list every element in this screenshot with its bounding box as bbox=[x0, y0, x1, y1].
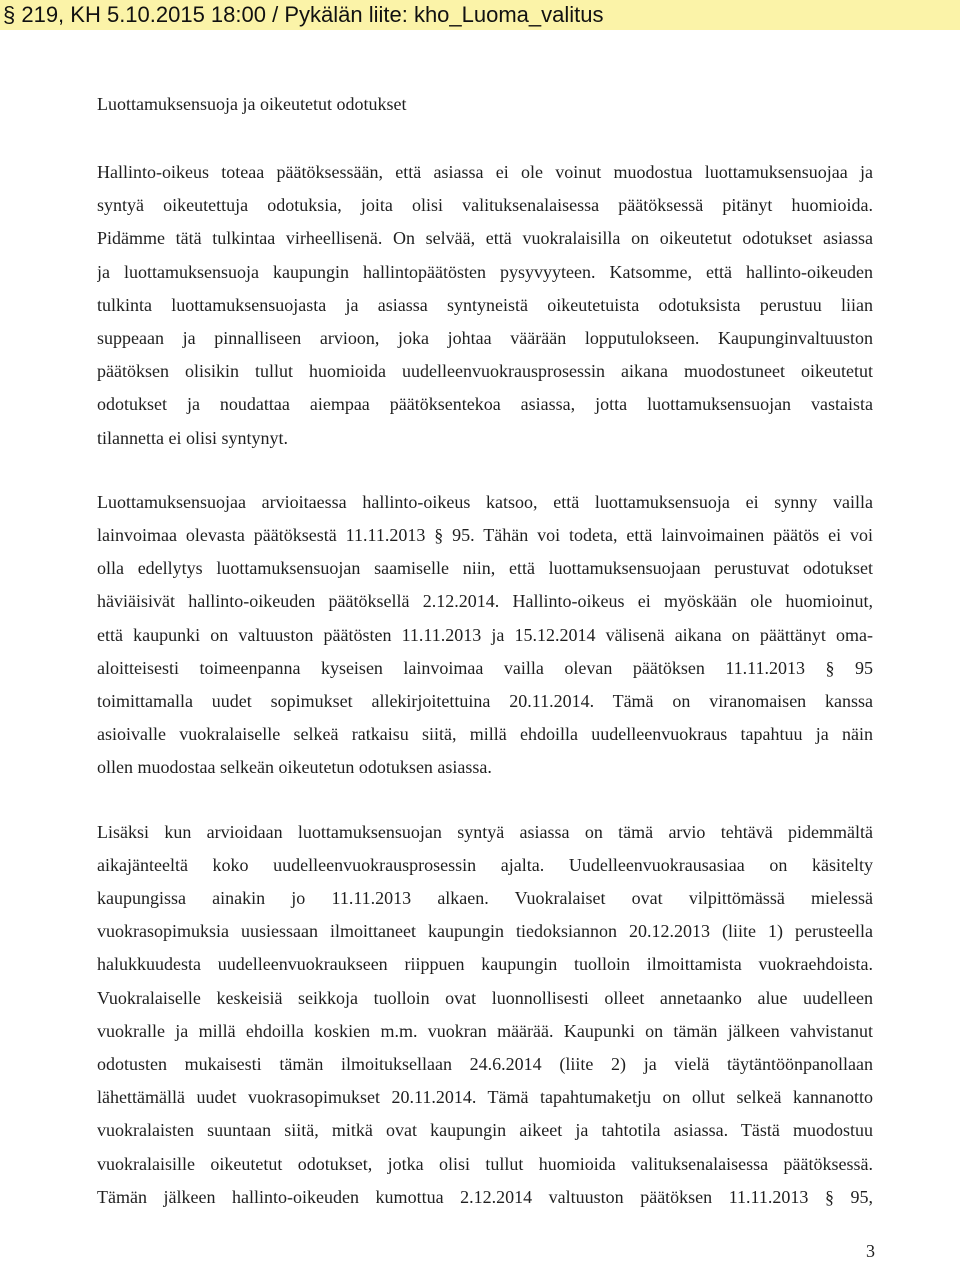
section-heading: Luottamuksensuoja ja oikeutetut odotukset bbox=[97, 94, 407, 114]
text-line: vuokralle ja millä ehdoilla koskien m.m. vuokran määrää. Kaupunki on tämän jälkeen vahvistanut bbox=[97, 1020, 873, 1041]
text-line: kaupungissa ainakin jo 11.11.2013 alkaen. Vuokralaiset ovat vilpittömässä mielessä bbox=[97, 888, 873, 909]
text-line: Vuokralaiselle keskeisiä seikkoja tuolloin ovat luonnollisesti olleet annetaanko alue uudelleen bbox=[97, 987, 873, 1008]
text-line: että kaupunki on valtuuston päätösten 11.11.2013 ja 15.12.2014 välisenä aikana on päättänyt oma- bbox=[97, 624, 873, 645]
text-line: vuokrasopimuksia uusiessaan ilmoittaneet kaupungin tiedoksiannon 20.12.2013 (liite 1) perusteella bbox=[97, 921, 873, 942]
text-line: tulkinta luottamuksensuojasta ja asiassa syntyneistä oikeutetuista odotuksista perustuu liian bbox=[97, 294, 873, 315]
text-line: Hallinto-oikeus toteaa päätöksessään, että asiassa ei ole voinut muodostua luottamuksensuojaa ja bbox=[97, 162, 873, 182]
text-line: Luottamuksensuojaa arvioitaessa hallinto-oikeus katsoo, että luottamuksensuoja ei synny vailla bbox=[97, 491, 873, 512]
page-number: 3 bbox=[866, 1241, 875, 1261]
document-header-title: § 219, KH 5.10.2015 18:00 / Pykälän liite: kho_Luoma_valitus bbox=[3, 2, 604, 27]
text-line: halukkuudesta uudelleenvuokraukseen riippuen kaupungin tuolloin ilmoittamista vuokraehdoista. bbox=[97, 954, 873, 975]
text-line: suppeaan ja pinnalliseen arvioon, joka johtaa väärään lopputulokseen. Kaupunginvaltuuston bbox=[97, 328, 873, 349]
paragraph-3 bbox=[97, 816, 873, 1214]
text-line: odotukset ja noudattaa aiempaa päätöksentekoa asiassa, jotta luottamuksensuojan vastaista bbox=[97, 394, 873, 415]
text-line: häviäisivät hallinto-oikeuden päätöksellä 2.12.2014. Hallinto-oikeus ei myöskään ole huomioinut, bbox=[97, 591, 873, 612]
text-line: aloitteisesti toimeenpanna kyseisen lainvoimaa vailla olevan päätöksen 11.11.2013 § 95 bbox=[97, 657, 873, 678]
text-line: lainvoimaa olevasta päätöksestä 11.11.2013 § 95. Tähän voi todeta, että lainvoimainen päätös ei voi bbox=[97, 525, 873, 546]
text-line: lähettämällä uudet vuokrasopimukset 20.11.2014. Tämä tapahtumaketju on ollut selkeä kannanotto bbox=[97, 1087, 873, 1108]
text-line: ollen muodostaa selkeän oikeutetun odotuksen asiassa. bbox=[97, 757, 492, 778]
text-line: vuokralaisille oikeutetut odotukset, jotka olisi tullut huomioida valituksenalaisessa päätöksessä. bbox=[97, 1153, 873, 1174]
paragraph-1 bbox=[97, 156, 873, 455]
text-line: vuokralaisten suuntaan siitä, mitkä ovat kaupungin aikeet ja tahtotila asiassa. Tästä muodostuu bbox=[97, 1120, 873, 1141]
text-line: toimittamalla uudet sopimukset allekirjoitettuina 20.11.2014. Tämä on viranomaisen kanssa bbox=[97, 691, 873, 712]
text-line: syntyä oikeutettuja odotuksia, joita olisi valituksenalaisessa päätöksessä pitänyt huomioida. bbox=[97, 195, 873, 216]
paragraph-2 bbox=[97, 486, 873, 785]
text-line: Pidämme tätä tulkintaa virheellisenä. On selvää, että vuokralaisilla on oikeutetut odotukset asiassa bbox=[97, 228, 873, 249]
text-line: olla edellytys luottamuksensuojan saamiselle niin, että luottamuksensuojaan perustuvat odotukset bbox=[97, 558, 873, 579]
text-line: aikajänteeltä koko uudelleenvuokrausprosessin ajalta. Uudelleenvuokrausasiaa on käsitelty bbox=[97, 854, 873, 875]
document-body bbox=[97, 92, 873, 1214]
text-line: asioivalle vuokralaiselle selkeä ratkaisu siitä, millä ehdoilla uudelleenvuokraus tapahtuu ja näin bbox=[97, 724, 873, 745]
document-header-bar bbox=[0, 0, 960, 30]
text-line: odotusten mukaisesti tämän ilmoituksellaan 24.6.2014 (liite 2) ja vielä täytäntöönpanollaan bbox=[97, 1054, 873, 1075]
text-line: päätöksen olisikin tullut huomioida uudelleenvuokrausprosessin aikana muodostuneet oikeutetut bbox=[97, 361, 873, 382]
paragraph-gap bbox=[97, 785, 873, 816]
paragraph-gap bbox=[97, 455, 873, 486]
text-line: Tämän jälkeen hallinto-oikeuden kumottua 2.12.2014 valtuuston päätöksen 11.11.2013 § 95, bbox=[97, 1186, 873, 1207]
text-line: tilannetta ei olisi syntynyt. bbox=[97, 427, 288, 448]
text-line: ja luottamuksensuoja kaupungin hallintopäätösten pysyvyyteen. Katsomme, että hallinto-oikeuden bbox=[97, 261, 873, 282]
text-line: Lisäksi kun arvioidaan luottamuksensuojan syntyä asiassa on tämä arvio tehtävä pidemmältä bbox=[97, 821, 873, 842]
